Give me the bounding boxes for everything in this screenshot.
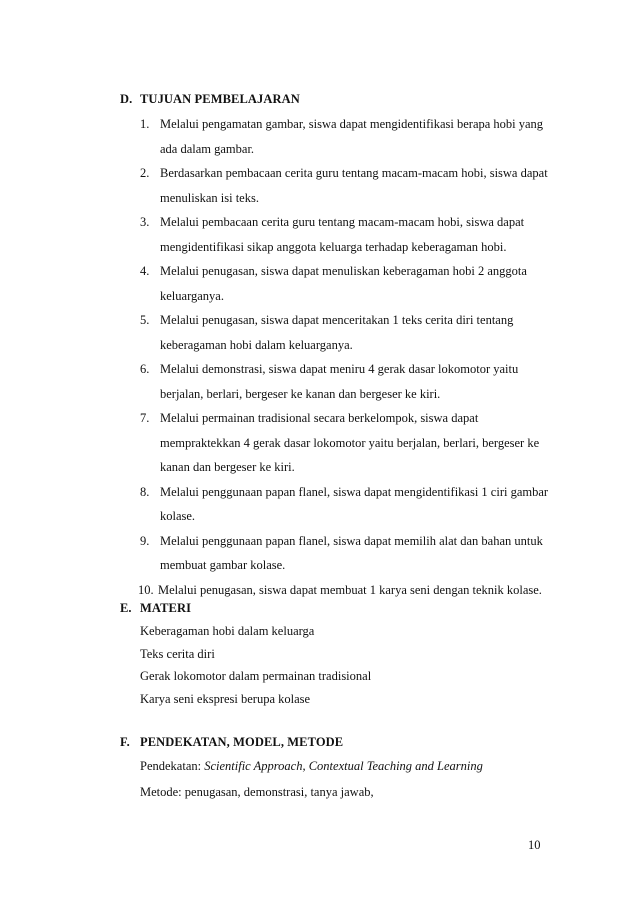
list-item (120, 406, 550, 480)
item-text: Berdasarkan pembacaan cerita guru tentang macam-macam hobi, siswa dapat menuliskan isi teks. (160, 166, 548, 205)
item-text: Melalui penggunaan papan flanel, siswa dapat mengidentifikasi 1 ciri gambar kolase. (160, 484, 549, 523)
section-title: MATERI (140, 601, 192, 615)
item-number: 2. (140, 166, 150, 180)
item-text: Melalui penugasan, siswa dapat membuat 1 karya seni dengan teknik kolase. (158, 582, 542, 597)
item-number: 1. (140, 117, 150, 131)
item-number: 5. (140, 313, 150, 327)
materi-line: Keberagaman hobi dalam keluarga (140, 624, 315, 638)
item-number: 6. (140, 362, 150, 376)
method-value: penugasan, demonstrasi, tanya jawab, (184, 785, 374, 799)
section-letter: D. (120, 92, 133, 106)
item-number: 3. (140, 215, 150, 229)
item-text: Melalui pengamatan gambar, siswa dapat mengidentifikasi berapa hobi yang ada dalam gambar. (160, 117, 544, 156)
list-item (120, 112, 550, 161)
list-item (120, 308, 550, 357)
pendekatan-lines (120, 753, 550, 805)
list-item (120, 210, 550, 259)
list-item (120, 480, 550, 529)
section-letter: E. (120, 601, 132, 615)
list-item (120, 161, 550, 210)
materi-list (120, 620, 550, 710)
section-materi (120, 598, 550, 710)
method-label: Metode: (140, 785, 185, 799)
item-text: Melalui pembacaan cerita guru tentang macam-macam hobi, siswa dapat mengidentifikasi sikap anggota keluarga terhadap keberagaman hobi. (160, 215, 525, 254)
materi-line: Teks cerita diri (140, 646, 215, 661)
section-tujuan-pembelajaran (120, 89, 550, 602)
list-item (120, 529, 550, 578)
item-text: Melalui penugasan, siswa dapat menuliskan keberagaman hobi 2 anggota keluarganya. (160, 264, 527, 303)
approach-label: Pendekatan: (140, 759, 205, 773)
section-title: TUJUAN PEMBELAJARAN (140, 92, 300, 106)
section-title: PENDEKATAN, MODEL, METODE (140, 735, 344, 749)
item-number: 9. (140, 533, 150, 548)
list-item (120, 357, 550, 406)
item-number: 4. (140, 264, 150, 278)
item-text: Melalui permainan tradisional secara berkelompok, siswa dapat mempraktekkan 4 gerak dasar lokomotor yaitu berjalan, berlari, bergeser ke kanan dan bergeser ke kiri. (160, 411, 540, 474)
section-heading (120, 598, 550, 618)
section-heading (120, 732, 550, 752)
section-pendekatan (120, 732, 550, 805)
item-number: 8. (140, 484, 150, 499)
section-letter: F. (120, 735, 130, 749)
materi-line: Karya seni ekspresi berupa kolase (140, 691, 311, 706)
item-text: Melalui penugasan, siswa dapat menceritakan 1 teks cerita diri tentang keberagaman hobi dalam keluarganya. (160, 313, 514, 352)
section-heading (120, 89, 550, 109)
method-line (140, 779, 550, 805)
item-text: Melalui demonstrasi, siswa dapat meniru 4 gerak dasar lokomotor yaitu berjalan, berlari, bergeser ke kanan dan bergeser ke kiri. (160, 362, 519, 401)
approach-value: Scientific Approach, Contextual Teaching and Learning (204, 759, 483, 773)
objectives-list (120, 112, 550, 602)
approach-line (140, 753, 550, 779)
materi-line: Gerak lokomotor dalam permainan tradisional (140, 669, 372, 683)
item-text: Melalui penggunaan papan flanel, siswa dapat memilih alat dan bahan untuk membuat gambar kolase. (160, 533, 543, 572)
item-number: 7. (140, 411, 150, 425)
item-number: 10. (138, 582, 154, 597)
list-item (120, 259, 550, 308)
page-number: 10 (528, 838, 541, 852)
